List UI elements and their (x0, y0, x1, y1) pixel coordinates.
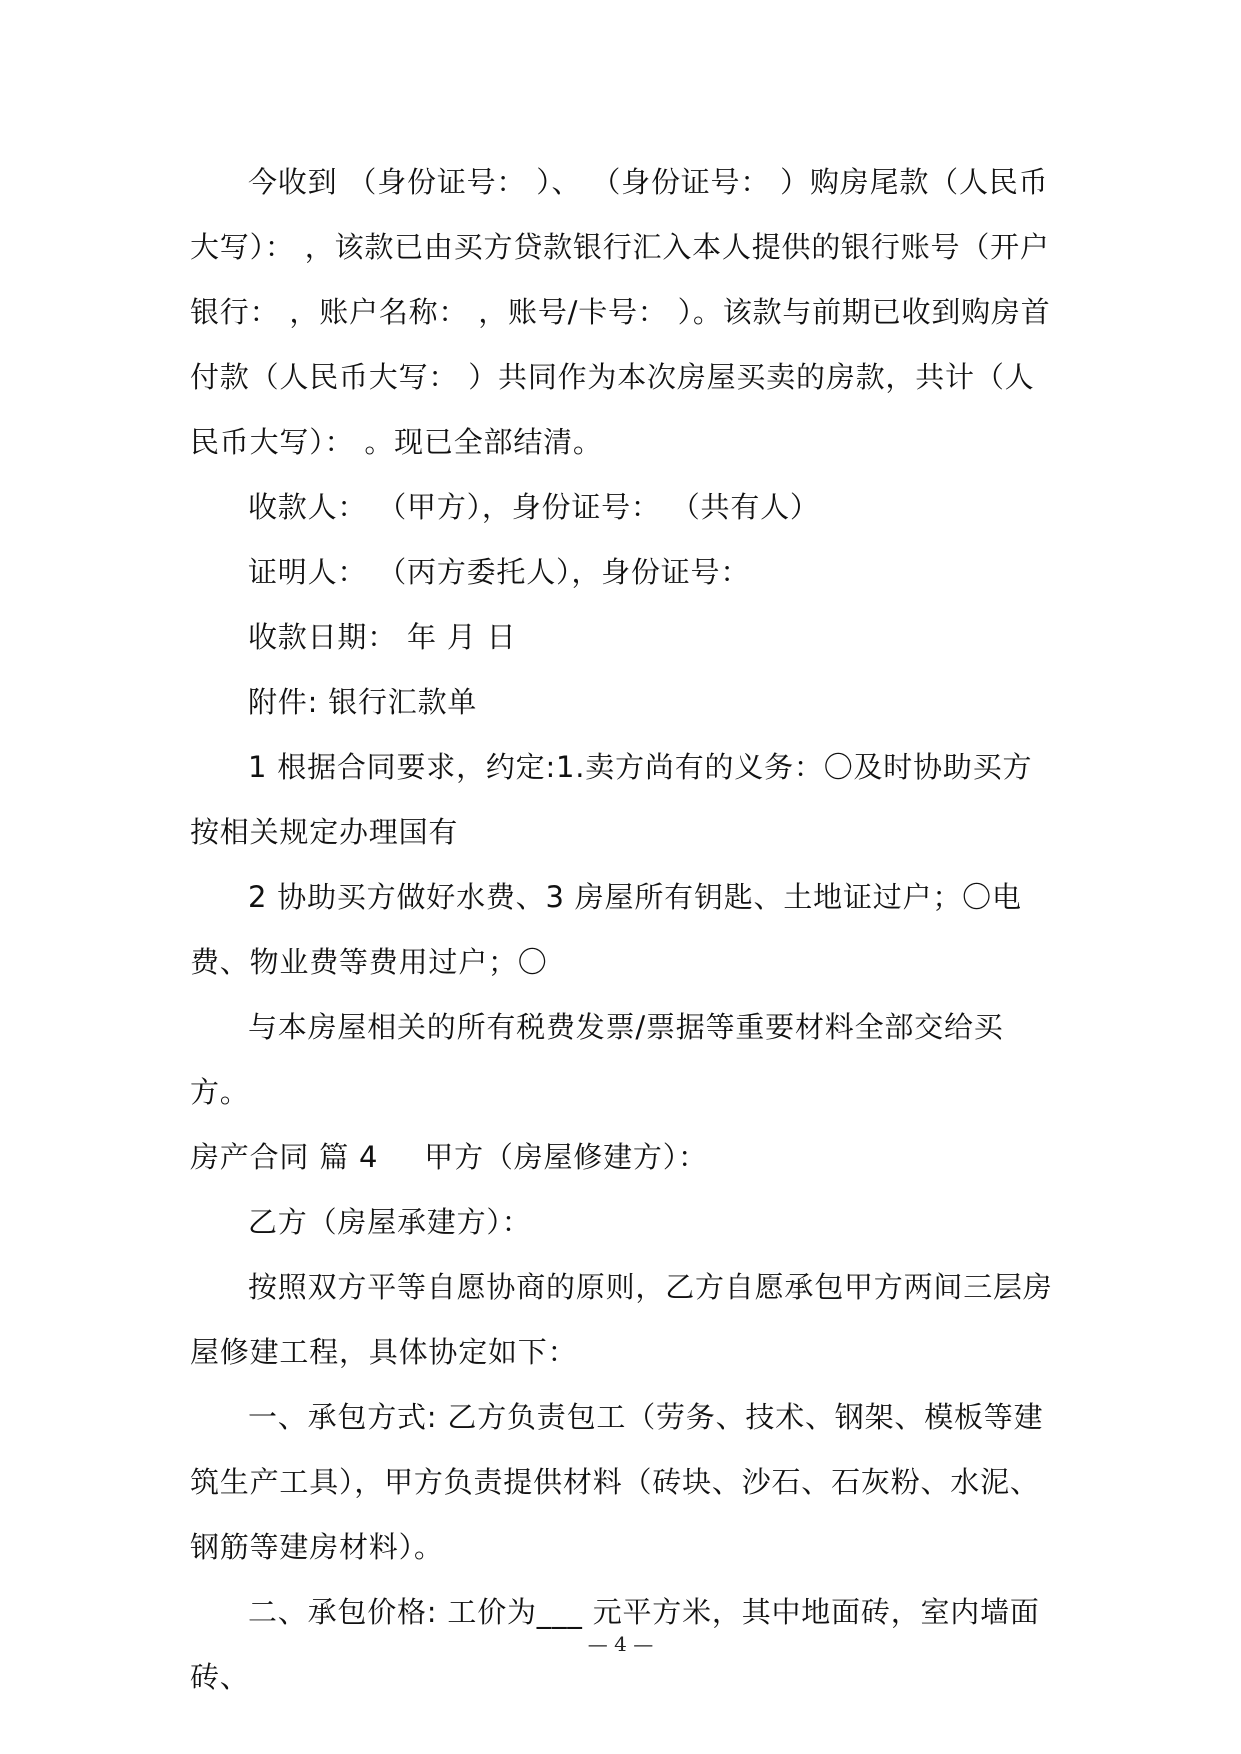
party-b-line: 乙方（房屋承建方）： (248, 1205, 532, 1239)
payee-line: 收款人： （甲方），身份证号： （共有人） (248, 490, 820, 524)
attachment-line: 附件: 银行汇款单 (248, 685, 478, 719)
page-number: — 4 — (587, 1632, 654, 1656)
party-a-label: 甲方（房屋修建方）： (424, 1140, 708, 1174)
section-title: 房产合同 篇 4 (190, 1140, 379, 1174)
contract-method-paragraph: 一、承包方式: 乙方负责包工（劳务、技术、钢架、模板等建筑生产工具），甲方负责提供材料（砖块、沙石、石灰粉、水泥、钢筋等建房材料）。 (190, 1400, 1044, 1564)
obligation-paragraph-1: 1 根据合同要求，约定:1.卖方尚有的义务：〇及时协助买方按相关规定办理国有 (190, 750, 1033, 849)
witness-line: 证明人： （丙方委托人），身份证号： (248, 555, 751, 589)
section-line (190, 1125, 1060, 1190)
tax-documents-paragraph: 与本房屋相关的所有税费发票/票据等重要材料全部交给买方。 (190, 1010, 1004, 1109)
payment-date-line: 收款日期： 年 月 日 (248, 620, 517, 654)
contract-price-paragraph: 二、承包价格: 工价为___ 元平方米，其中地面砖，室内墙面砖、 (190, 1595, 1040, 1694)
obligation-paragraph-2: 2 协助买方做好水费、3 房屋所有钥匙、土地证过户；〇电费、物业费等费用过户；〇 (190, 880, 1022, 979)
receipt-paragraph: 今收到 （身份证号： ）、 （身份证号： ）购房尾款（人民币大写）： ，该款已由买方贷款银行汇入本人提供的银行账号（开户银行： ，账户名称： ，账号/卡号： ）。该款与前期已收到购房首付款（人民币大写： ）共同作为本次房屋买卖的房款，共计（人民币大写）： 。现已全部结清。 (190, 165, 1051, 459)
document-body (190, 150, 1060, 1710)
agreement-intro-paragraph: 按照双方平等自愿协商的原则，乙方自愿承包甲方两间三层房屋修建工程，具体协定如下： (190, 1270, 1053, 1369)
